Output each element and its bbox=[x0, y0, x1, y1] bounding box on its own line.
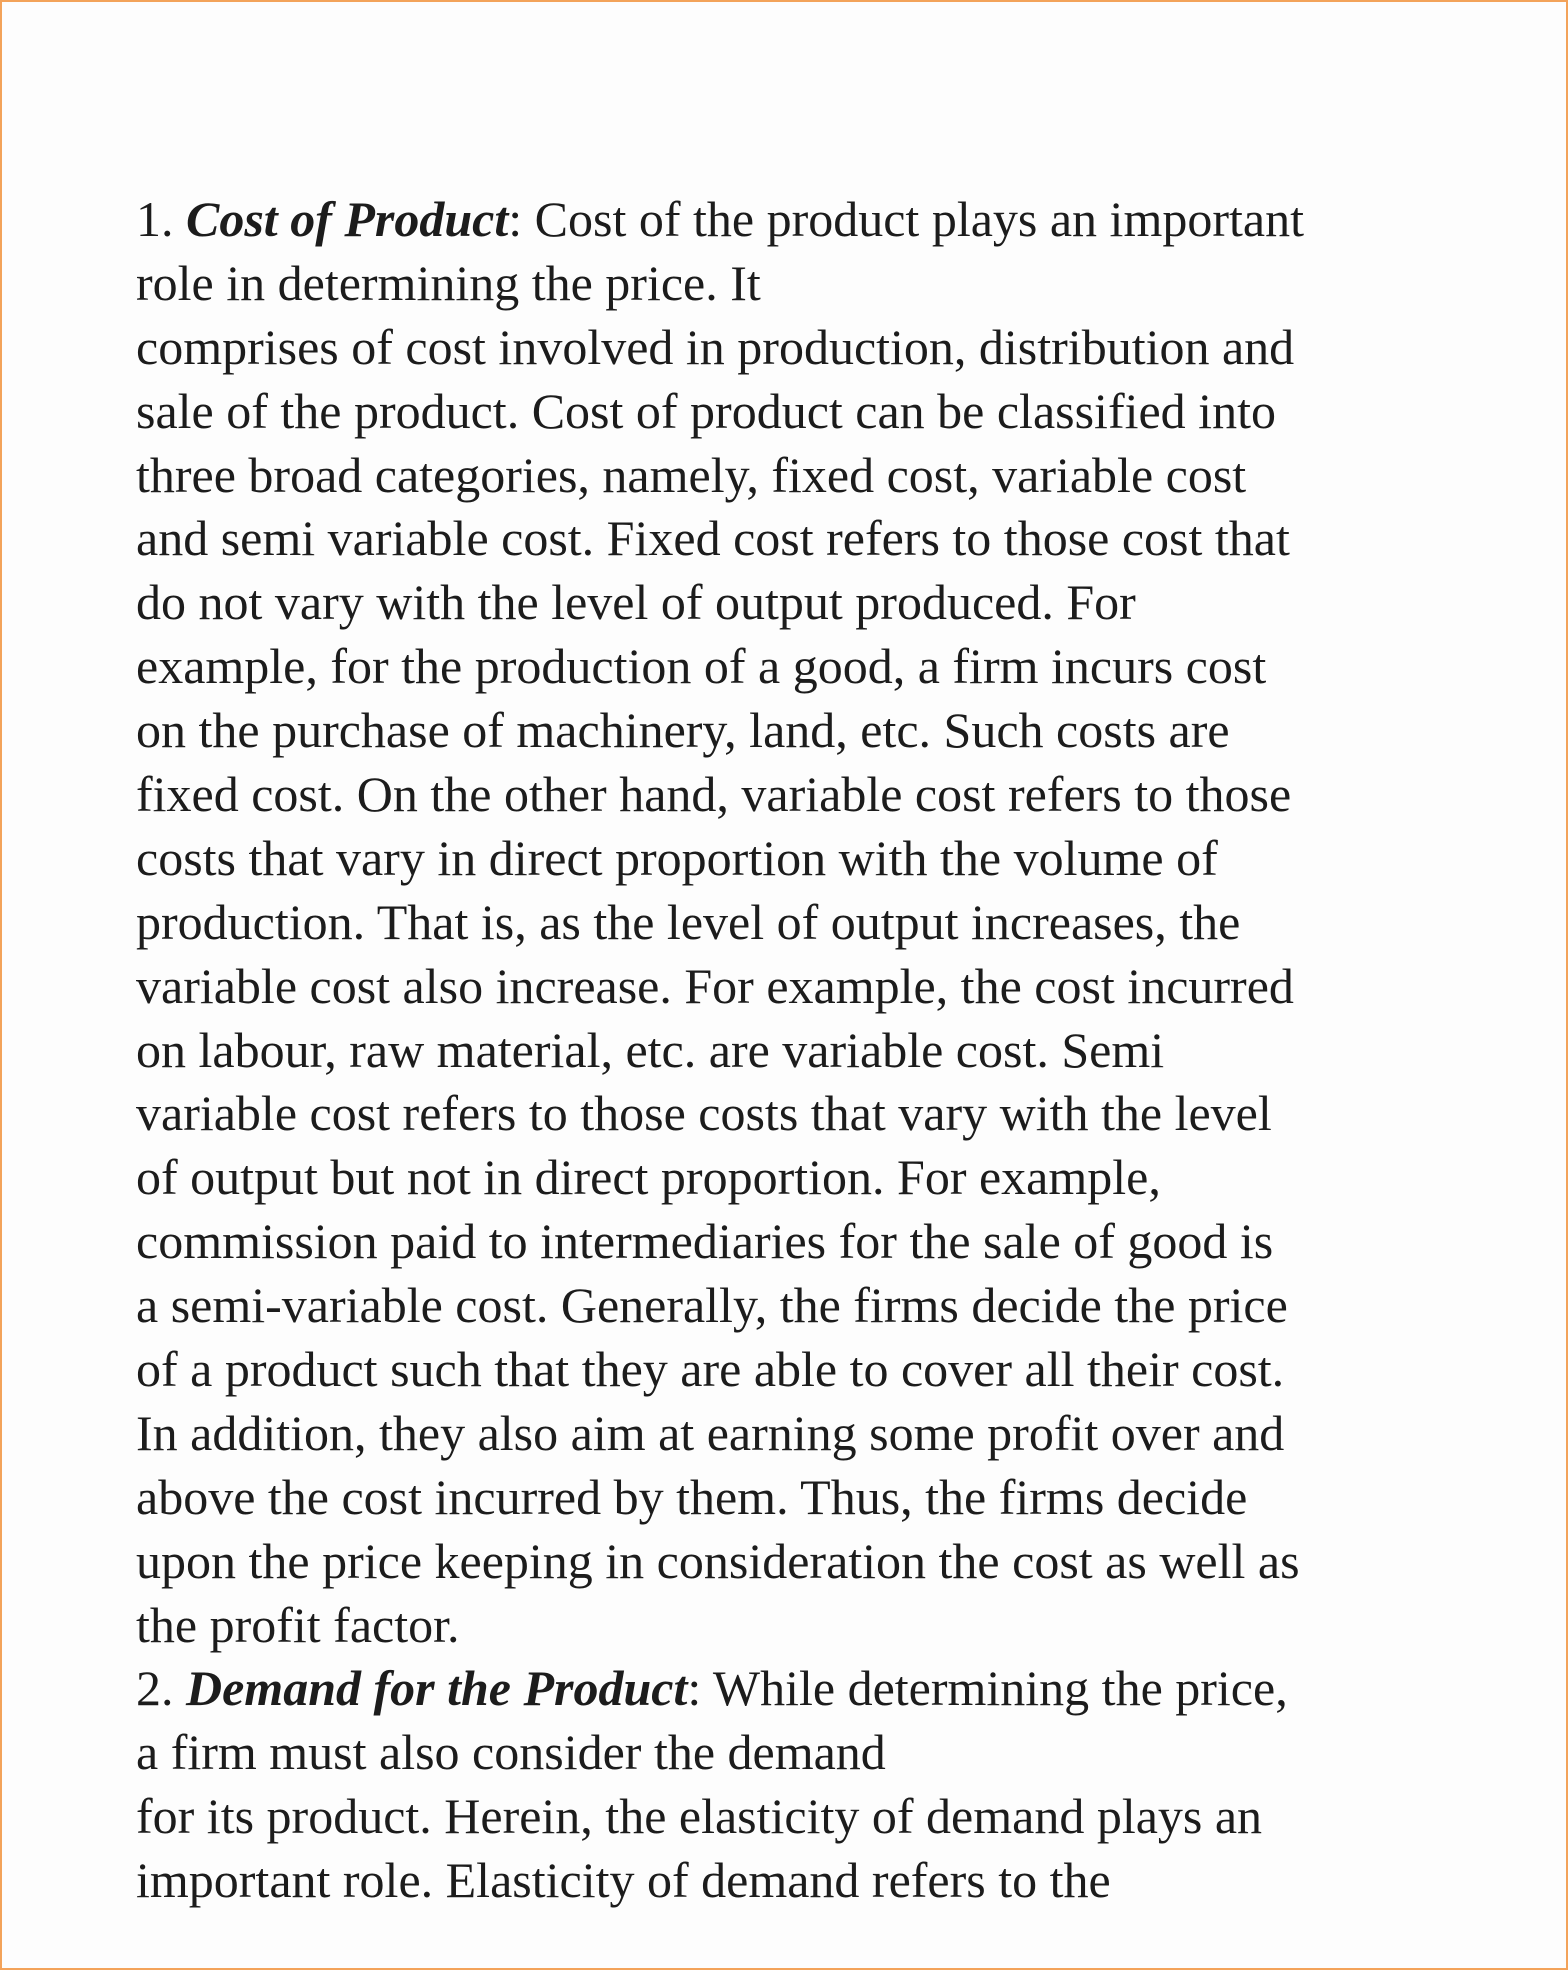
text-line: Cost of the product plays an important bbox=[522, 191, 1304, 247]
text-line: of output but not in direct proportion. For example, bbox=[136, 1149, 1161, 1206]
text-line: of a product such that they are able to cover all their cost. bbox=[136, 1341, 1285, 1398]
text-line: While determining the price, bbox=[701, 1660, 1288, 1717]
text-line: three broad categories, namely, fixed cost, variable cost bbox=[136, 446, 1247, 503]
text-line: and semi variable cost. Fixed cost refers to those cost that bbox=[136, 510, 1290, 567]
text-line: sale of the product. Cost of product can be classified into bbox=[136, 382, 1276, 439]
text-line: a semi-variable cost. Generally, the firms decide the price bbox=[136, 1277, 1288, 1334]
text-line: variable cost refers to those costs that vary with the level bbox=[136, 1085, 1272, 1142]
section-1-heading-line bbox=[136, 188, 1456, 252]
text-line: costs that vary in direct proportion with the volume of bbox=[136, 829, 1218, 886]
section-2-heading-line bbox=[136, 1657, 1456, 1721]
text-line: do not vary with the level of output produced. For bbox=[136, 574, 1136, 631]
section-2-number: 2. bbox=[136, 1660, 186, 1717]
text-line: In addition, they also aim at earning some profit over and bbox=[136, 1404, 1285, 1461]
body-text bbox=[136, 188, 1456, 1913]
text-line: for its product. Herein, the elasticity of demand plays an bbox=[136, 1788, 1263, 1845]
text-line: example, for the production of a good, a firm incurs cost bbox=[136, 638, 1267, 695]
text-line: comprises of cost involved in production, distribution and bbox=[136, 318, 1295, 375]
text-line: on labour, raw material, etc. are variable cost. Semi bbox=[136, 1021, 1165, 1078]
section-1-heading: Cost of Product bbox=[186, 191, 509, 247]
text-line: on the purchase of machinery, land, etc. Such costs are bbox=[136, 702, 1230, 759]
text-line: commission paid to intermediaries for the sale of good is bbox=[136, 1213, 1274, 1270]
text-line: variable cost also increase. For example, the cost incurred bbox=[136, 957, 1294, 1014]
text-line: the profit factor. bbox=[136, 1596, 460, 1653]
section-1-colon: : bbox=[508, 191, 523, 247]
section-1-number: 1. bbox=[136, 191, 186, 247]
text-line: upon the price keeping in consideration the cost as well as bbox=[136, 1532, 1300, 1589]
section-2-colon: : bbox=[687, 1660, 702, 1717]
text-line: above the cost incurred by them. Thus, the firms decide bbox=[136, 1468, 1248, 1525]
text-line: production. That is, as the level of output increases, the bbox=[136, 893, 1241, 950]
text-line: a firm must also consider the demand bbox=[136, 1724, 886, 1781]
section-2-heading: Demand for the Product bbox=[186, 1660, 688, 1717]
text-line: important role. Elasticity of demand refers to the bbox=[136, 1852, 1111, 1909]
text-line: role in determining the price. It bbox=[136, 254, 761, 311]
text-line: fixed cost. On the other hand, variable cost refers to those bbox=[136, 766, 1292, 823]
